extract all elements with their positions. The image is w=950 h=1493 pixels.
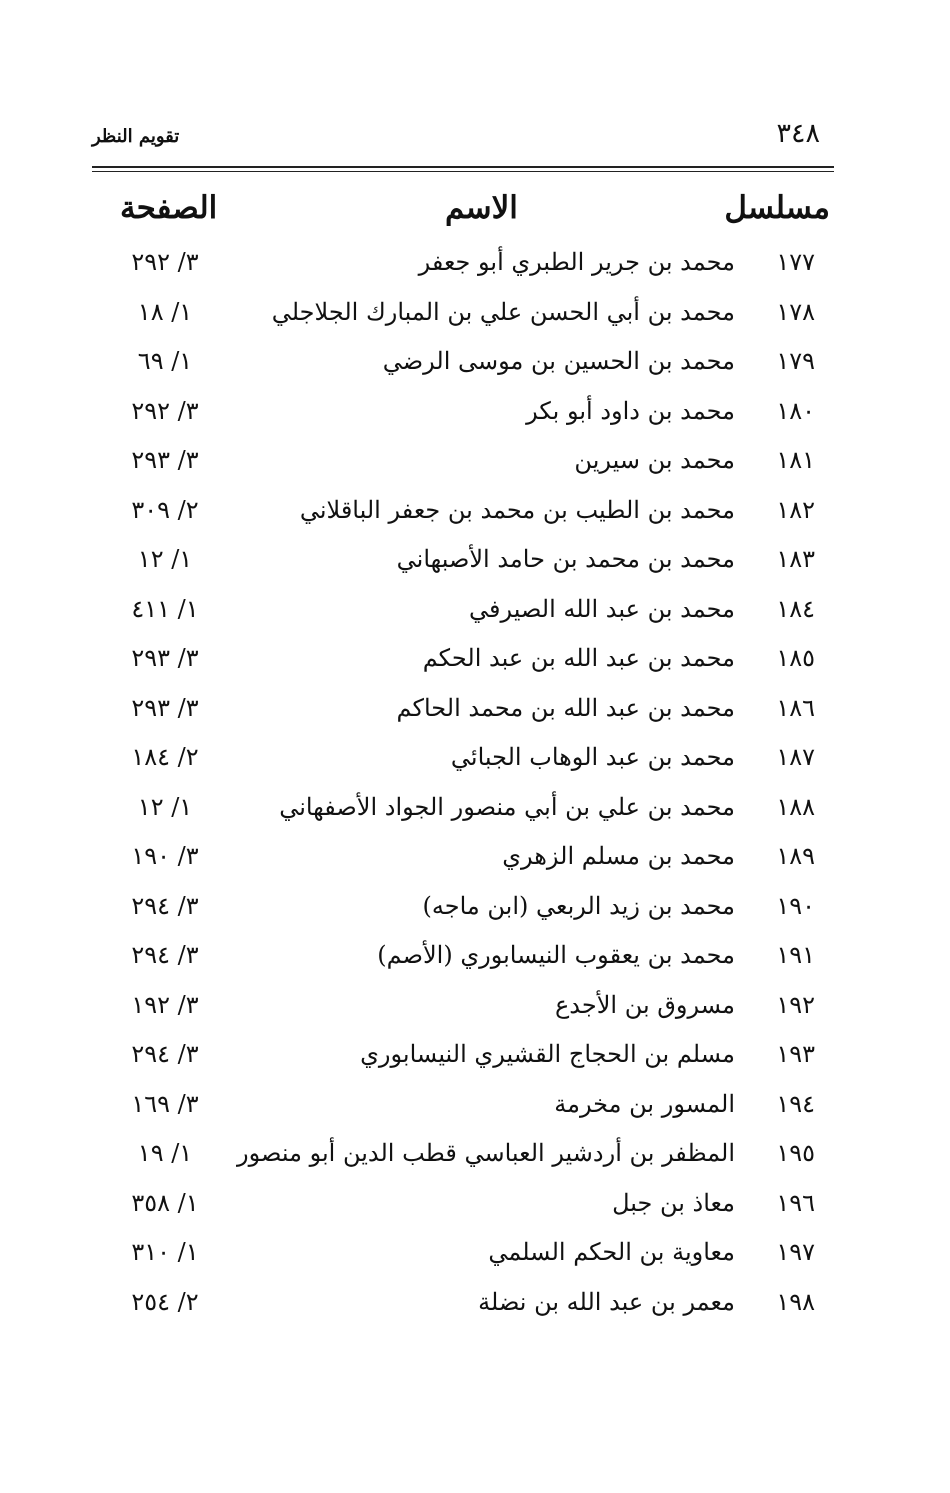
page-reference: ١/ ١٨ [137, 297, 193, 326]
person-name: محمد بن جرير الطبري أبو جعفر [418, 248, 735, 276]
person-name: محمد بن محمد بن حامد الأصبهاني [396, 545, 735, 573]
serial-number: ١٨٣ [776, 545, 815, 573]
page-reference: ٣/ ٢٩٣ [131, 693, 199, 722]
page-number: ٣٤٨ [776, 118, 820, 149]
table-row [0, 440, 950, 490]
header-rule-thick [92, 166, 834, 168]
serial-number: ١٨٩ [776, 842, 815, 870]
column-header-page: الصفحة [120, 190, 218, 226]
page-reference: ٣/ ٢٩٣ [131, 446, 199, 474]
page-reference: ٣/ ٢٩٢ [131, 248, 199, 276]
table-row [0, 539, 950, 589]
person-name: معاوية بن الحكم السلمي [488, 1238, 735, 1266]
serial-number: ١٨١ [776, 446, 815, 474]
serial-number: ١٨٢ [776, 495, 815, 524]
page-reference: ١/ ٣١٠ [131, 1238, 199, 1266]
page-reference: ٢/ ٣٠٩ [131, 495, 199, 524]
serial-number: ١٨٦ [776, 693, 815, 722]
running-head [92, 118, 834, 158]
page-reference: ٢/ ١٨٤ [131, 743, 199, 771]
serial-number: ١٨٨ [776, 792, 815, 821]
person-name: المسور بن مخرمة [554, 1089, 735, 1118]
table-row [0, 242, 950, 292]
serial-number: ١٩٠ [776, 891, 815, 920]
page-reference: ١/ ١٩ [137, 1139, 193, 1167]
person-name: محمد بن أبي الحسن علي بن المبارك الجلاجلي [271, 297, 735, 326]
person-name: محمد بن يعقوب النيسابوري (الأصم) [377, 941, 735, 969]
table-row [0, 1034, 950, 1084]
page-reference: ٢/ ٢٥٤ [131, 1287, 199, 1316]
page-reference: ٣/ ٢٩٣ [131, 644, 199, 672]
table-row [0, 985, 950, 1035]
table-row [0, 341, 950, 391]
table-row [0, 589, 950, 639]
serial-number: ١٩٢ [776, 990, 815, 1019]
serial-number: ١٧٨ [776, 297, 815, 326]
person-name: محمد بن عبد الوهاب الجبائي [450, 743, 735, 771]
serial-number: ١٩٧ [776, 1238, 815, 1266]
header-rule-thin [92, 171, 834, 172]
table-row [0, 935, 950, 985]
serial-number: ١٩٦ [776, 1188, 815, 1217]
serial-number: ١٨٤ [776, 594, 815, 623]
person-name: مسلم بن الحجاج القشيري النيسابوري [360, 1040, 735, 1068]
person-name: محمد بن علي بن أبي منصور الجواد الأصفهاني [279, 792, 735, 821]
table-row [0, 886, 950, 936]
person-name: معاذ بن جبل [612, 1188, 735, 1217]
page-reference: ٣/ ١٩٠ [131, 842, 199, 870]
page-reference: ١/ ١٢ [137, 545, 193, 573]
serial-number: ١٨٥ [776, 644, 815, 672]
table-row [0, 737, 950, 787]
page-reference: ١/ ١٢ [137, 792, 193, 821]
serial-number: ١٧٩ [776, 347, 815, 375]
page-reference: ١/ ٣٥٨ [131, 1188, 199, 1217]
page-reference: ١/ ٤١١ [131, 594, 199, 623]
person-name: محمد بن زيد الربعي (ابن ماجه) [422, 891, 735, 920]
index-table [0, 242, 950, 1331]
person-name: محمد بن عبد الله الصيرفي [469, 594, 735, 623]
person-name: المظفر بن أردشير العباسي قطب الدين أبو منصور [237, 1139, 735, 1167]
person-name: مسروق بن الأجدع [554, 990, 735, 1019]
person-name: معمر بن عبد الله بن نضلة [478, 1287, 735, 1316]
person-name: محمد بن عبد الله بن محمد الحاكم [396, 693, 735, 722]
table-row [0, 1084, 950, 1134]
person-name: محمد بن مسلم الزهري [502, 842, 735, 870]
serial-number: ١٩٨ [776, 1287, 815, 1316]
serial-number: ١٩٥ [776, 1139, 815, 1167]
page-reference: ٣/ ٢٩٤ [131, 1040, 199, 1068]
person-name: محمد بن عبد الله بن عبد الحكم [422, 644, 735, 672]
serial-number: ١٧٧ [776, 248, 815, 276]
person-name: محمد بن الحسين بن موسى الرضي [382, 347, 735, 375]
serial-number: ١٩١ [776, 941, 815, 969]
table-row [0, 1282, 950, 1332]
person-name: محمد بن الطيب بن محمد بن جعفر الباقلاني [299, 495, 735, 524]
page-reference: ٣/ ٢٩٢ [131, 396, 199, 425]
serial-number: ١٨٧ [776, 743, 815, 771]
column-header-name: الاسم [445, 190, 518, 226]
table-row [0, 787, 950, 837]
person-name: محمد بن داود أبو بكر [526, 396, 735, 425]
serial-number: ١٩٣ [776, 1040, 815, 1068]
page-reference: ٣/ ٢٩٤ [131, 941, 199, 969]
serial-number: ١٨٠ [776, 396, 815, 425]
table-row [0, 1133, 950, 1183]
table-row [0, 292, 950, 342]
table-row [0, 490, 950, 540]
page-reference: ٣/ ١٦٩ [131, 1089, 199, 1118]
table-row [0, 688, 950, 738]
column-header-serial: مسلسل [724, 190, 830, 226]
person-name: محمد بن سيرين [574, 446, 735, 474]
table-row [0, 1183, 950, 1233]
book-title: تقويم النظر [92, 126, 180, 147]
table-row [0, 1232, 950, 1282]
table-row [0, 638, 950, 688]
table-row [0, 836, 950, 886]
table-row [0, 391, 950, 441]
page-reference: ٣/ ١٩٢ [131, 990, 199, 1019]
page-reference: ١/ ٦٩ [137, 347, 193, 375]
serial-number: ١٩٤ [776, 1089, 815, 1118]
page-reference: ٣/ ٢٩٤ [131, 891, 199, 920]
